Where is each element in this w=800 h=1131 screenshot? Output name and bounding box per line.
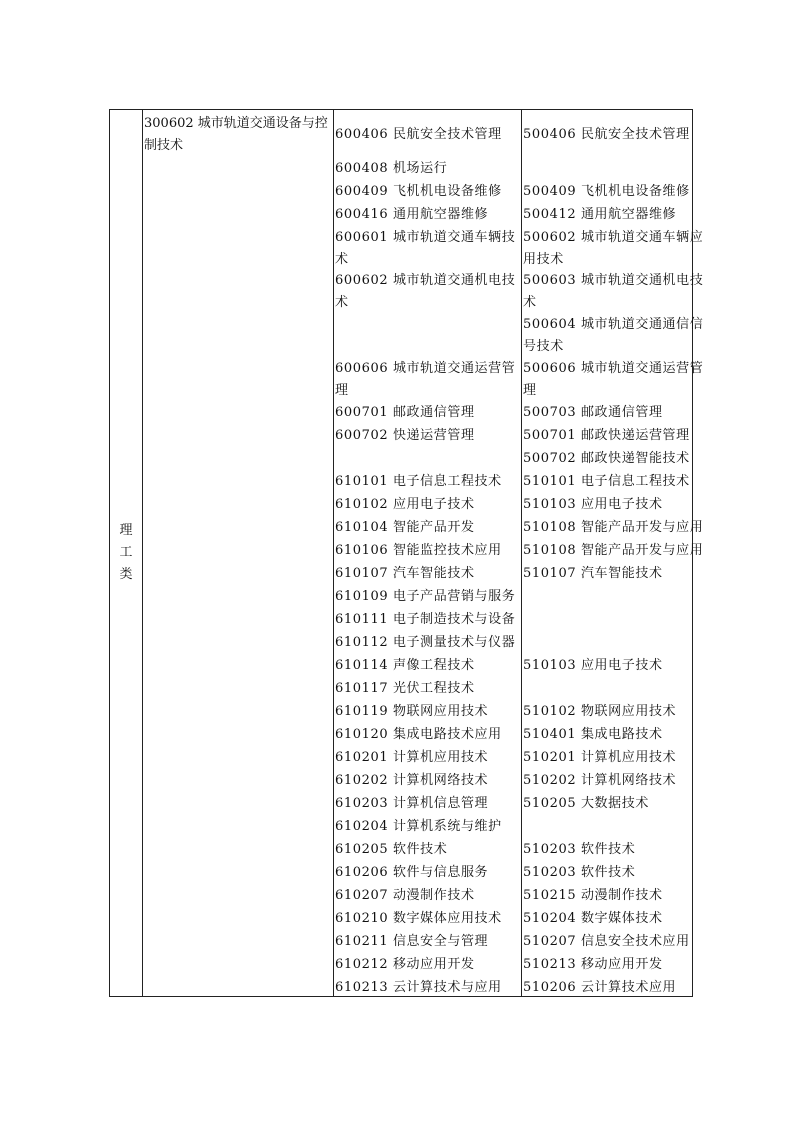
new-major-cell: 510215 动漫制作技术 xyxy=(523,888,663,903)
new-major-cell: 500406 民航安全技术管理 xyxy=(523,127,690,142)
major-name: 城市轨道交通设备与控制技术 xyxy=(144,116,328,153)
new-major-cell: 500603 城市轨道交通机电技术 xyxy=(523,273,704,310)
original-major-cell: 610207 动漫制作技术 xyxy=(335,888,475,903)
new-major-cell: 500409 飞机机电设备维修 xyxy=(523,184,690,199)
original-major-cell: 610202 计算机网络技术 xyxy=(335,773,489,788)
original-major-cell: 610119 物联网应用技术 xyxy=(335,704,489,719)
original-major-cell: 610106 智能监控技术应用 xyxy=(335,543,502,558)
category-char: 理 xyxy=(119,523,133,538)
new-major-cell: 500703 邮政通信管理 xyxy=(523,405,663,420)
original-major-cell: 610211 信息安全与管理 xyxy=(335,934,489,949)
new-major-cell: 510108 智能产品开发与应用 xyxy=(523,543,704,558)
column-divider xyxy=(333,110,334,996)
new-major-cell: 500702 邮政快递智能技术 xyxy=(523,451,690,466)
original-major-cell: 610107 汽车智能技术 xyxy=(335,566,475,581)
original-major-cell: 610101 电子信息工程技术 xyxy=(335,474,502,489)
original-major-cell: 610206 软件与信息服务 xyxy=(335,865,489,880)
category-char: 类 xyxy=(119,567,133,582)
new-major-cell: 500604 城市轨道交通通信信号技术 xyxy=(523,317,704,354)
column-divider xyxy=(521,110,522,996)
new-major-cell: 500701 邮政快递运营管理 xyxy=(523,428,690,443)
new-major-cell: 510103 应用电子技术 xyxy=(523,497,663,512)
original-major-cell: 610205 软件技术 xyxy=(335,842,448,857)
column-divider xyxy=(142,110,143,996)
original-major-cell: 610203 计算机信息管理 xyxy=(335,796,489,811)
category-cell xyxy=(110,520,142,586)
new-major-cell: 510103 应用电子技术 xyxy=(523,658,663,673)
new-major-cell: 510201 计算机应用技术 xyxy=(523,750,677,765)
new-major-cell: 510207 信息安全技术应用 xyxy=(523,934,690,949)
major-mapping-table xyxy=(109,109,704,997)
major-code: 300602 xyxy=(144,116,194,131)
new-major-cell: 510213 移动应用开发 xyxy=(523,957,663,972)
original-major-cell: 600416 通用航空器维修 xyxy=(335,207,489,222)
original-major-cell: 600701 邮政通信管理 xyxy=(335,405,475,420)
new-major-cell: 510203 软件技术 xyxy=(523,842,636,857)
original-major-cell: 600601 城市轨道交通车辆技术 xyxy=(335,230,516,267)
original-major-cell: 600606 城市轨道交通运营管理 xyxy=(335,361,516,398)
original-major-cell: 610114 声像工程技术 xyxy=(335,658,475,673)
original-major-cell: 610120 集成电路技术应用 xyxy=(335,727,502,742)
original-major-cell: 610201 计算机应用技术 xyxy=(335,750,489,765)
original-major-cell: 610109 电子产品营销与服务 xyxy=(335,589,516,604)
original-major-cell: 610117 光伏工程技术 xyxy=(335,681,475,696)
new-major-cell: 510107 汽车智能技术 xyxy=(523,566,663,581)
new-major-cell: 510203 软件技术 xyxy=(523,865,636,880)
original-major-cell: 600408 机场运行 xyxy=(335,161,448,176)
original-major-cell: 600702 快递运营管理 xyxy=(335,428,475,443)
original-major-cell: 610104 智能产品开发 xyxy=(335,520,475,535)
category-char: 工 xyxy=(119,545,133,560)
new-major-cell: 510102 物联网应用技术 xyxy=(523,704,677,719)
new-major-cell: 510204 数字媒体技术 xyxy=(523,911,663,926)
new-major-cell: 500602 城市轨道交通车辆应用技术 xyxy=(523,230,704,267)
new-major-cell: 510101 电子信息工程技术 xyxy=(523,474,690,489)
original-major-cell: 600409 飞机机电设备维修 xyxy=(335,184,502,199)
original-major-cell: 610204 计算机系统与维护 xyxy=(335,819,502,834)
original-major-cell: 610213 云计算技术与应用 xyxy=(335,980,502,995)
major-cell xyxy=(144,113,330,157)
new-major-cell: 510205 大数据技术 xyxy=(523,796,649,811)
new-major-cell: 510202 计算机网络技术 xyxy=(523,773,677,788)
original-major-cell: 610112 电子测量技术与仪器 xyxy=(335,635,516,650)
new-major-cell: 510401 集成电路技术 xyxy=(523,727,663,742)
new-major-cell: 500412 通用航空器维修 xyxy=(523,207,677,222)
original-major-cell: 600406 民航安全技术管理 xyxy=(335,127,502,142)
new-major-cell: 500606 城市轨道交通运营管理 xyxy=(523,361,704,398)
original-major-cell: 600602 城市轨道交通机电技术 xyxy=(335,273,516,310)
original-major-cell: 610111 电子制造技术与设备 xyxy=(335,612,516,627)
original-major-cell: 610212 移动应用开发 xyxy=(335,957,475,972)
new-major-cell: 510206 云计算技术应用 xyxy=(523,980,677,995)
original-major-cell: 610210 数字媒体应用技术 xyxy=(335,911,502,926)
new-major-cell: 510108 智能产品开发与应用 xyxy=(523,520,704,535)
original-major-cell: 610102 应用电子技术 xyxy=(335,497,475,512)
